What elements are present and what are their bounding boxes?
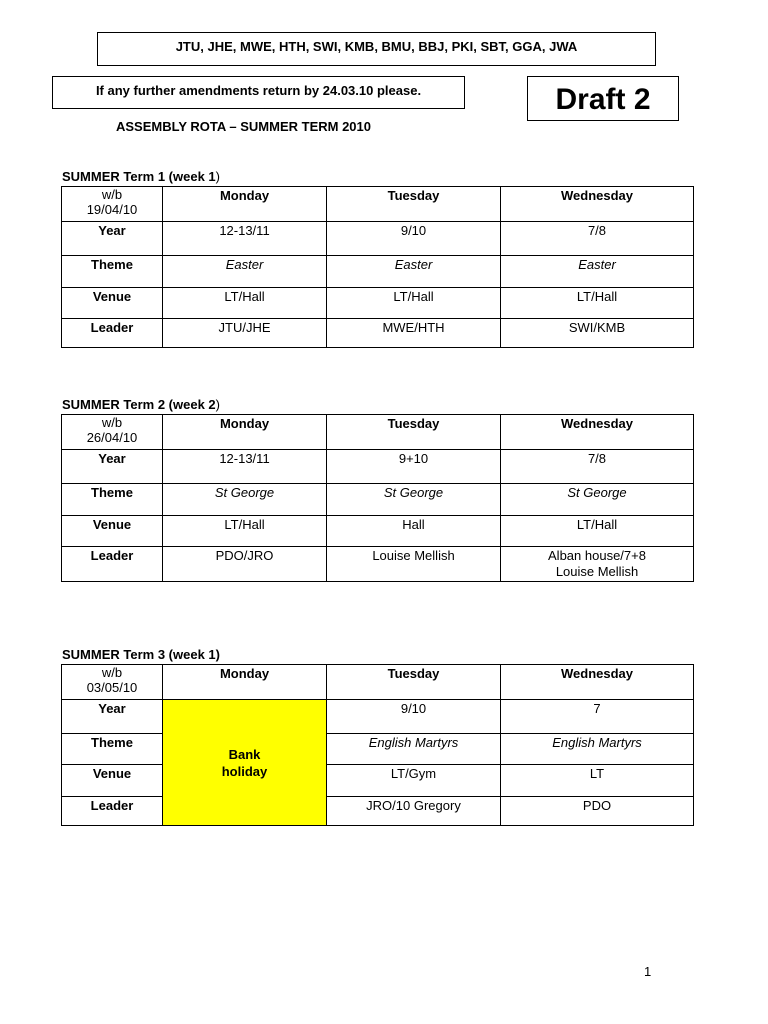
bank-holiday-line1: Bank — [228, 747, 261, 762]
cell-theme-wednesday: Easter — [501, 256, 694, 288]
cell-venue-monday: LT/Hall — [163, 516, 327, 547]
table-header-row — [62, 665, 694, 700]
amendment-note: If any further amendments return by 24.03.10 please. — [95, 83, 422, 98]
section-1-heading — [62, 169, 220, 184]
cell-leader-wednesday: PDO — [501, 797, 694, 826]
cell-leader-wednesday-line1: Alban house/7+8 — [548, 548, 646, 563]
section-3-table — [61, 664, 694, 826]
table-row-venue — [62, 288, 694, 319]
table-row-year — [62, 222, 694, 256]
table-row-year — [62, 450, 694, 484]
section-2-heading-close: ) — [215, 397, 220, 412]
cell-theme-tuesday: English Martyrs — [327, 734, 501, 765]
wb-label: w/b — [101, 665, 123, 680]
table-row-year — [62, 700, 694, 734]
cell-venue-tuesday: LT/Hall — [327, 288, 501, 319]
day-header-monday: Monday — [163, 665, 327, 700]
row-label-leader: Leader — [62, 319, 163, 348]
cell-year-monday: 12-13/11 — [163, 450, 327, 484]
cell-theme-wednesday: English Martyrs — [501, 734, 694, 765]
page-number: 1 — [644, 964, 652, 979]
wb-label: w/b — [101, 415, 123, 430]
cell-theme-wednesday: St George — [501, 484, 694, 516]
amendment-note-box — [52, 76, 465, 109]
cell-theme-tuesday: St George — [327, 484, 501, 516]
row-label-leader: Leader — [62, 797, 163, 826]
table-row-leader — [62, 319, 694, 348]
section-2-table — [61, 414, 694, 582]
cell-venue-tuesday: Hall — [327, 516, 501, 547]
cell-year-wednesday: 7/8 — [501, 450, 694, 484]
cell-venue-tuesday: LT/Gym — [327, 765, 501, 797]
table-header-row — [62, 415, 694, 450]
table-row-venue — [62, 765, 694, 797]
section-3-heading: SUMMER Term 3 (week 1) — [62, 647, 220, 662]
table-row-theme — [62, 256, 694, 288]
row-label-leader: Leader — [62, 547, 163, 582]
draft-label: Draft 2 — [555, 83, 651, 116]
row-label-venue: Venue — [62, 288, 163, 319]
section-2-heading-text: SUMMER Term 2 (week 2 — [62, 397, 216, 412]
week-beginning-cell — [62, 415, 163, 450]
cell-theme-monday: Easter — [163, 256, 327, 288]
day-header-tuesday: Tuesday — [327, 187, 501, 222]
cell-leader-wednesday: SWI/KMB — [501, 319, 694, 348]
document-title: ASSEMBLY ROTA – SUMMER TERM 2010 — [116, 119, 371, 134]
week-beginning-cell — [62, 187, 163, 222]
table-row-leader — [62, 797, 694, 826]
cell-leader-wednesday — [501, 547, 694, 582]
cell-leader-tuesday: MWE/HTH — [327, 319, 501, 348]
wb-date: 26/04/10 — [86, 430, 138, 445]
day-header-tuesday: Tuesday — [327, 665, 501, 700]
day-header-wednesday: Wednesday — [501, 665, 694, 700]
section-1-heading-close: ) — [215, 169, 220, 184]
wb-date: 03/05/10 — [86, 680, 138, 695]
staff-initials: JTU, JHE, MWE, HTH, SWI, KMB, BMU, BBJ, PKI, SBT, GGA, JWA — [175, 39, 578, 54]
row-label-year: Year — [62, 222, 163, 256]
cell-leader-monday: PDO/JRO — [163, 547, 327, 582]
cell-year-tuesday: 9/10 — [327, 222, 501, 256]
staff-initials-box — [97, 32, 656, 66]
day-header-monday: Monday — [163, 187, 327, 222]
wb-label: w/b — [101, 187, 123, 202]
table-row-theme — [62, 484, 694, 516]
cell-leader-tuesday: Louise Mellish — [327, 547, 501, 582]
cell-venue-wednesday: LT/Hall — [501, 516, 694, 547]
cell-venue-wednesday: LT — [501, 765, 694, 797]
cell-year-wednesday: 7 — [501, 700, 694, 734]
table-header-row — [62, 187, 694, 222]
day-header-monday: Monday — [163, 415, 327, 450]
day-header-wednesday: Wednesday — [501, 187, 694, 222]
row-label-theme: Theme — [62, 484, 163, 516]
week-beginning-cell — [62, 665, 163, 700]
row-label-theme: Theme — [62, 734, 163, 765]
cell-theme-monday: St George — [163, 484, 327, 516]
table-row-venue — [62, 516, 694, 547]
cell-theme-tuesday: Easter — [327, 256, 501, 288]
section-2-heading — [62, 397, 220, 412]
cell-venue-wednesday: LT/Hall — [501, 288, 694, 319]
cell-leader-monday: JTU/JHE — [163, 319, 327, 348]
day-header-wednesday: Wednesday — [501, 415, 694, 450]
cell-year-tuesday: 9/10 — [327, 700, 501, 734]
row-label-venue: Venue — [62, 516, 163, 547]
day-header-tuesday: Tuesday — [327, 415, 501, 450]
cell-year-tuesday: 9+10 — [327, 450, 501, 484]
row-label-year: Year — [62, 450, 163, 484]
row-label-venue: Venue — [62, 765, 163, 797]
wb-date: 19/04/10 — [86, 202, 138, 217]
row-label-year: Year — [62, 700, 163, 734]
bank-holiday-line2: holiday — [221, 764, 268, 779]
cell-venue-monday: LT/Hall — [163, 288, 327, 319]
cell-year-monday: 12-13/11 — [163, 222, 327, 256]
section-1-heading-text: SUMMER Term 1 (week 1 — [62, 169, 216, 184]
section-1-table — [61, 186, 694, 348]
draft-label-box — [527, 76, 679, 121]
table-row-leader — [62, 547, 694, 582]
cell-leader-wednesday-line2: Louise Mellish — [555, 564, 639, 579]
table-row-theme — [62, 734, 694, 765]
cell-year-wednesday: 7/8 — [501, 222, 694, 256]
bank-holiday-cell — [163, 700, 327, 826]
row-label-theme: Theme — [62, 256, 163, 288]
cell-leader-tuesday: JRO/10 Gregory — [327, 797, 501, 826]
